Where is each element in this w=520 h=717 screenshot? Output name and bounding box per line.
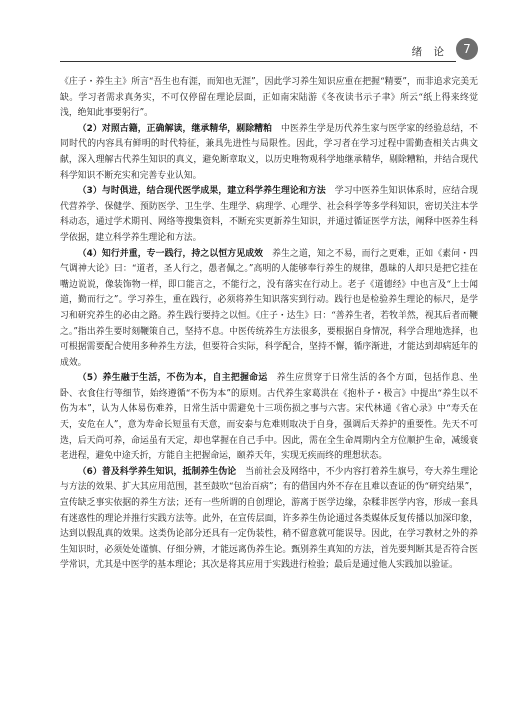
- paragraph-2: [60, 122, 478, 184]
- paragraph-5: [60, 371, 478, 465]
- running-header: [60, 38, 478, 62]
- paragraph-heading: （5）养生融于生活，不伤为本，自主把握命运: [77, 373, 268, 384]
- header-rule: [60, 61, 456, 62]
- chapter-title: 绪 论: [411, 46, 448, 58]
- paragraph-heading: （6）普及科学养生知识，抵制养生伪论: [77, 466, 237, 477]
- page-number-badge: 7: [456, 38, 478, 60]
- paragraph-text: 当前社会及网络中，不少内容打着养生旗号，夸大养生理论与方法的效果、扩大其应用范围，甚至鼓吹“包治百病”；有的借国内外不存在且难以查证的伪“研究结果”，宣传缺乏事实依据的养生方法；还有一些所谓的自创理论，游离于医学边缘，杂糅非医学内容，形成一套具有迷惑性的理论并推行实践方法等。此外，在宣传层面，许多养生伪论通过各类媒体反复传播以加深印象，达到以假乱真的效果。这类伪论部分还具有一定伪装性，稍不留意就可能误导。因此，在学习教材之外的养生知识时，必须处处谨慎、仔细分辨，才能远离伪养生论。甄别养生真知的方法，首先要判断其是否符合医学常识，尤其是中医学的基本理论；其次是将其应用于实践进行检验；最后是通过他人实践加以验证。: [60, 466, 479, 571]
- paragraph-text: 学习中医养生知识体系时，应结合现代营养学、保健学、预防医学、卫生学、生理学、病理学、心理学、社会科学等多学科知识，密切关注本学科动态，通过学术期刊、网络等搜集资料，不断充实更新养生知识，并通过循证医学方法，阐释中医养生科学依据，建立科学养生理论和方法。: [60, 186, 479, 243]
- paragraph-3: [60, 184, 478, 246]
- paragraph-text: 《庄子・养生主》所言“吾生也有涯，而知也无涯”，因此学习养生知识应重在把握“精要”，而非追求完美无缺。学习者需求真务实，不可仅停留在理论层面，正如南宋陆游《冬夜读书示子聿》所云“纸上得来终觉浅，绝知此事要躬行”。: [60, 77, 478, 119]
- paragraph-1: [60, 75, 478, 122]
- paragraph-text: 养生应贯穿于日常生活的各个方面，包括作息、坐卧、衣食住行等细节，始终遵循“不伤为本”的原则。古代养生家葛洪在《抱朴子・极言》中提出“养生以不伤为本”，认为人体易伤难养，日常生活中需避免十三项伤损之事与六害。宋代林通《省心录》中“寿夭在天，安危在人”，意为寿命长短虽有天意，而安泰与危难则取决于自身，强调后天养护的重要性。先天不可选，后天尚可养，命运虽有天定，却也掌握在自己手中。因此，需在全生命周期内全方位顺护生命，减缓衰老进程，避免中途夭折，方能自主把握命运，颐养天年，实现无疾而终的理想状态。: [60, 373, 479, 462]
- paragraph-heading: （2）对照古籍，正确解读，继承精华，剔除糟粕: [77, 123, 273, 134]
- paragraph-text: 养生之道，知之不易，而行之更难，正如《素问・四气调神大论》曰：“道者，圣人行之，愚者佩之。”高明的人能够奉行养生的规律，愚昧的人却只是把它挂在嘴边说说，像装饰物一样，即口能言之，不能行之，没有落实在行动上。老子《道德经》中也言及“上士闻道，勤而行之”。学习养生，重在践行，必须将养生知识落实到行动。践行也是检验养生理论的标尺，是学习和研究养生的必由之路。养生践行要持之以恒。《庄子・达生》曰：“善养生者，若牧羊然，视其后者而鞭之。”指出养生要时刻鞭策自己，坚持不息。中医传统养生方法很多，要根据自身情况，科学合理地选择，也可根据需要配合使用多种养生方法，但要符合实际，科学配合，坚持不懈，循序渐进，才能达到却病延年的成效。: [60, 248, 479, 368]
- paragraph-heading: （3）与时俱进，结合现代医学成果，建立科学养生理论和方法: [77, 186, 326, 197]
- paragraph-4: [60, 247, 478, 372]
- paragraph-text: 中医养生学是历代养生家与医学家的经验总结，不同时代的内容具有鲜明的时代特征，兼具先进性与局限性。因此，学习者在学习过程中需勤查相关古典文献，深入理解古代养生知识的真义，避免断章取义，以历史唯物观科学地继承精华，剔除糟粕，并结合现代科学知识不断充实和完善专业认知。: [60, 123, 479, 181]
- paragraph-heading: （4）知行并重，专一践行，持之以恒方见成效: [77, 248, 264, 259]
- body-text: [60, 75, 478, 574]
- paragraph-6: [60, 465, 478, 574]
